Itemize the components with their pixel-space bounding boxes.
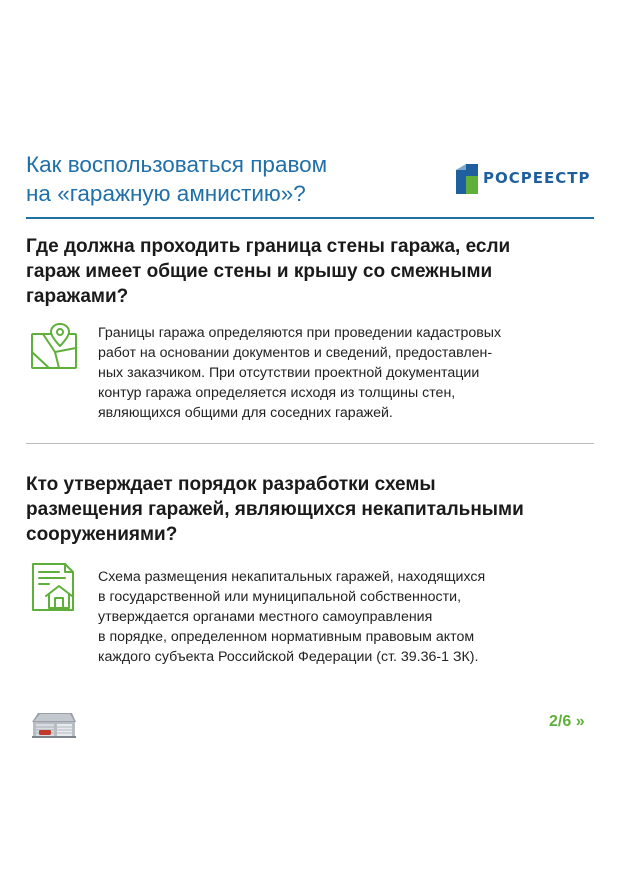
page-number: 2/6 (549, 713, 572, 730)
question-1-line-2: гараж имеет общие стены и крышу со смежными (26, 261, 493, 282)
page-title-line-1: Как воспользоваться правом (26, 152, 328, 177)
answer-2-line-3: утверждается органами местного самоуправления (98, 609, 433, 625)
answer-1-line-2: работ на основании документов и сведений, предоставлен- (98, 345, 493, 361)
section-divider (26, 443, 594, 444)
garage-icon (30, 710, 78, 738)
answer-2-line-2: в государственной или муниципальной собственности, (98, 589, 462, 605)
rosreestr-logo (454, 160, 604, 196)
page-indicator[interactable] (549, 713, 585, 731)
question-2-line-1: Кто утверждает порядок разработки схемы (26, 474, 436, 495)
header-divider (26, 217, 594, 219)
document-house-icon (29, 562, 79, 612)
rosreestr-emblem-icon (454, 160, 480, 196)
answer-1-line-1: Границы гаража определяются при проведении кадастровых (98, 325, 502, 341)
question-1-line-3: гаражами? (26, 286, 129, 307)
question-2-line-2: размещения гаражей, являющихся некапитальными (26, 499, 524, 520)
answer-2 (98, 567, 598, 667)
question-2 (26, 472, 586, 547)
answer-2-line-1: Схема размещения некапитальных гаражей, находящихся (98, 569, 486, 585)
page-title (26, 150, 426, 208)
map-pin-icon (29, 322, 79, 372)
answer-1-line-3: ных заказчиком. При отсутствии проектной документации (98, 365, 480, 381)
answer-1-line-4: контур гаража определяется исходя из толщины стен, (98, 385, 456, 401)
next-page-icon[interactable]: » (575, 713, 585, 730)
answer-2-line-4: в порядке, определенном нормативным правовым актом (98, 629, 475, 645)
question-1-line-1: Где должна проходить граница стены гаража, если (26, 236, 511, 257)
logo-text: РОСРЕЕСТР (483, 169, 591, 187)
answer-1-line-5: являющихся общими для соседних гаражей. (98, 405, 393, 421)
question-2-line-3: сооружениями? (26, 524, 178, 545)
answer-1 (98, 323, 598, 423)
question-1 (26, 234, 586, 309)
page-title-line-2: на «гаражную амнистию»? (26, 181, 306, 206)
answer-2-line-5: каждого субъекта Российской Федерации (ст. 39.36-1 ЗК). (98, 649, 479, 665)
